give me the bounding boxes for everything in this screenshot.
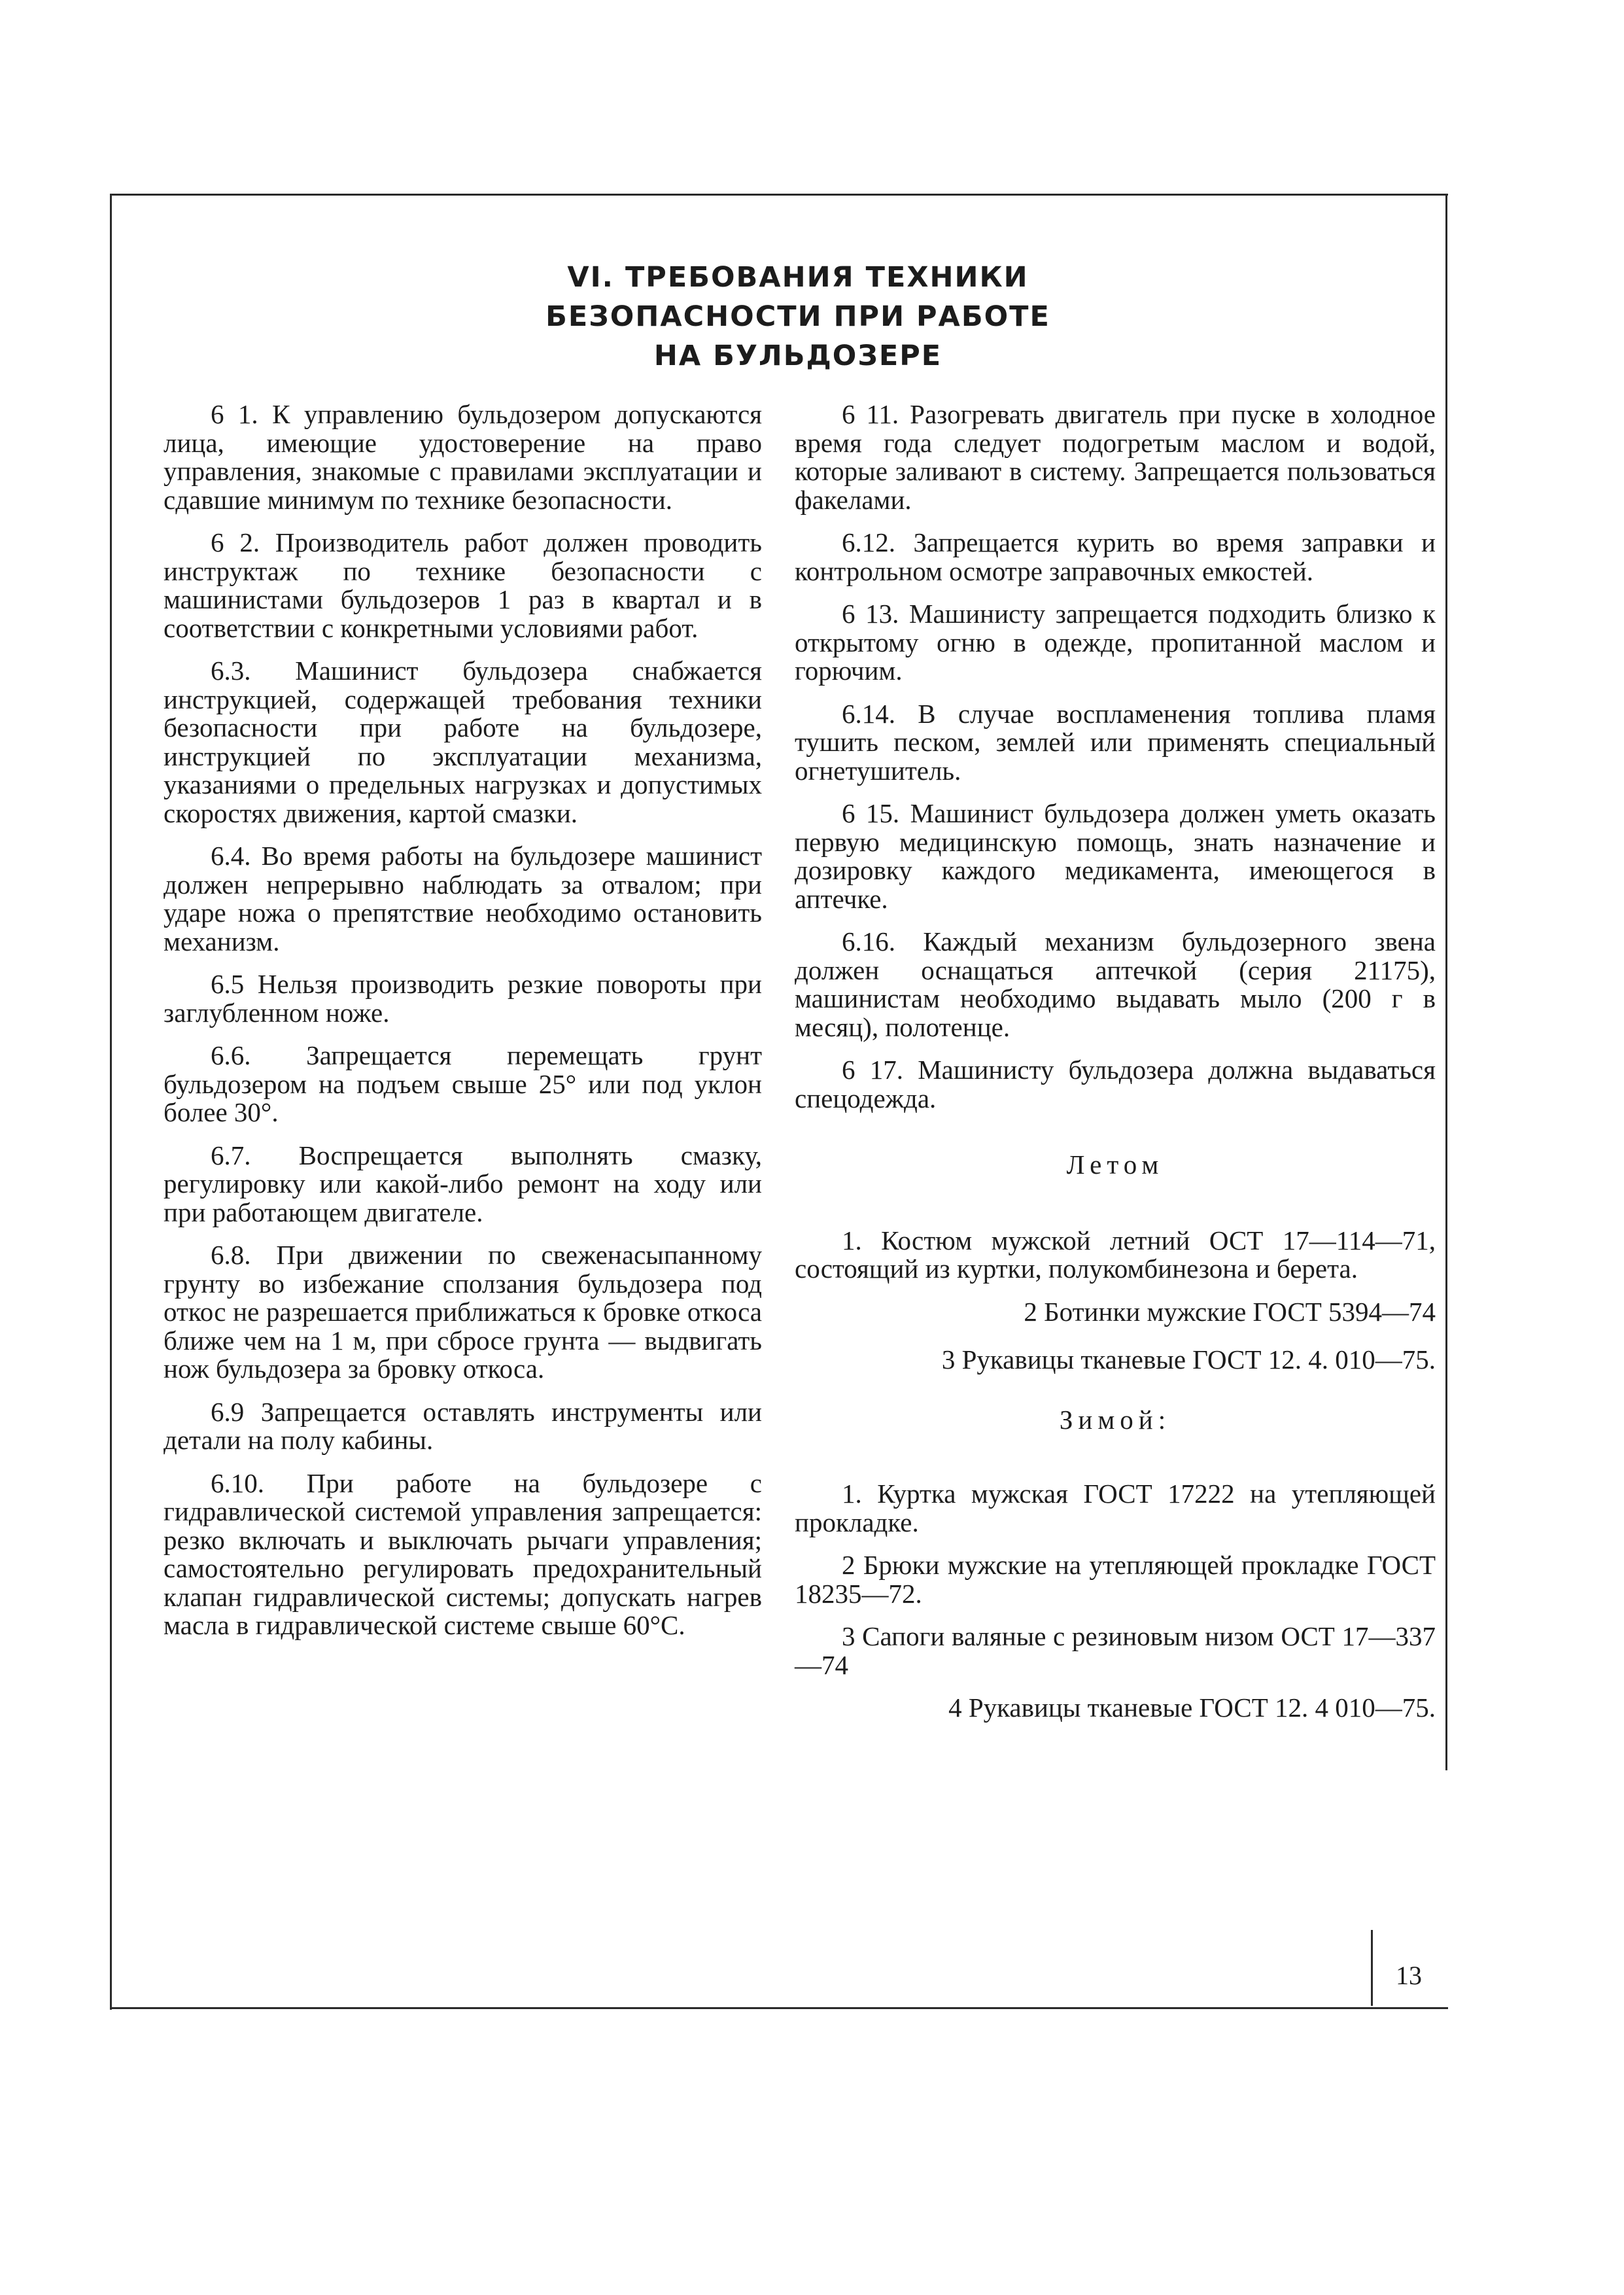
winter-heading: Зимой:	[1059, 1404, 1171, 1435]
paragraph-6-1: 6 1. К управлению бульдозером допускаются лица, имеющие удостоверение на право управления, знакомые с правилами эксплуатации и сдавшие минимум по технике безопасности.	[164, 399, 762, 515]
winter-item-1: 1. Куртка мужская ГОСТ 17222 на утепляющей прокладке.	[795, 1479, 1436, 1537]
summer-item-2: 2 Ботинки мужские ГОСТ 5394—74	[1024, 1296, 1436, 1327]
winter-item-2: 2 Брюки мужские на утепляющей прокладке ГОСТ 18235—72.	[795, 1550, 1436, 1609]
summer-item-1: 1. Костюм мужской летний ОСТ 17—114—71, состоящий из куртки, полукомбинезона и берета.	[795, 1225, 1436, 1284]
page-frame-top-rule	[110, 194, 1448, 196]
paragraph-6-5: 6.5 Нельзя производить резкие повороты при заглубленном ноже.	[164, 969, 762, 1028]
summer-item-3: 3 Рукавицы тканевые ГОСТ 12. 4. 010—75.	[941, 1344, 1436, 1375]
section-title-line-1: VI. ТРЕБОВАНИЯ ТЕХНИКИ	[567, 261, 1029, 294]
paragraph-6-6: 6.6. Запрещается перемещать грунт бульдозером на подъем свыше 25° или под уклон более 30°.	[164, 1040, 762, 1127]
section-title-line-2: БЕЗОПАСНОСТИ ПРИ РАБОТЕ	[545, 300, 1050, 333]
paragraph-6-10: 6.10. При работе на бульдозере с гидравлической системой управления запрещается: резко включать и выключать рычаги управления; самостоятельно регулировать предохранительный клапан гидравлической системы; допускать нагрев масла в гидравлической системе свыше 60°С.	[164, 1467, 762, 1640]
winter-item-3: 3 Сапоги валяные с резиновым низом ОСТ 17—337—74	[795, 1621, 1436, 1680]
paragraph-6-15: 6 15. Машинист бульдозера должен уметь оказать первую медицинскую помощь, знать назначение и дозировку каждого медикамента, имеющегося в аптечке.	[795, 798, 1436, 914]
section-title	[392, 258, 1203, 376]
paragraph-6-17: 6 17. Машинисту бульдозера должна выдаваться спецодежда.	[795, 1055, 1436, 1113]
paragraph-6-4: 6.4. Во время работы на бульдозере машинист должен непрерывно наблюдать за отвалом; при ударе ножа о препятствие необходимо остановить механизм.	[164, 841, 762, 956]
paragraph-6-7: 6.7. Воспрещается выполнять смазку, регулировку или какой-либо ремонт на ходу или при работающем двигателе.	[164, 1140, 762, 1227]
paragraph-6-12: 6.12. Запрещается курить во время заправки и контрольном осмотре заправочных емкостей.	[795, 527, 1436, 586]
section-title-line-3: НА БУЛЬДОЗЕРЕ	[653, 340, 942, 372]
paragraph-6-11: 6 11. Разогревать двигатель при пуске в холодное время года следует подогретым маслом и водой, которые заливают в систему. Запрещается пользоваться факелами.	[795, 399, 1436, 515]
left-column	[164, 400, 762, 1655]
page-frame-right-rule	[1445, 194, 1447, 1770]
paragraph-6-9: 6.9 Запрещается оставлять инструменты или детали на полу кабины.	[164, 1396, 762, 1455]
paragraph-6-13: 6 13. Машинисту запрещается подходить близко к открытому огню в одежде, пропитанной маслом и горючим.	[795, 599, 1436, 686]
paragraph-6-8: 6.8. При движении по свеженасыпанному грунту во избежание сползания бульдозера под откос не разрешается приближаться к бровке откоса ближе чем на 1 м, при сбросе грунта — выдвигать нож бульдозера за бровку откоса.	[164, 1240, 762, 1384]
paragraph-6-3: 6.3. Машинист бульдозера снабжается инструкцией, содержащей требования техники безопасности при работе на бульдозере, инструкцией по эксплуатации механизма, указаниями о предельных нагрузках и допустимых скоростях движения, картой смазки.	[164, 656, 762, 828]
paragraph-6-16: 6.16. Каждый механизм бульдозерного звена должен оснащаться аптечкой (серия 21175), машинистам необходимо выдавать мыло (200 г в месяц), полотенце.	[795, 926, 1436, 1042]
summer-heading: Летом	[1066, 1149, 1164, 1180]
page-frame-left-rule	[110, 194, 112, 2010]
paragraph-6-14: 6.14. В случае воспламенения топлива пламя тушить песком, землей или применять специальный огнетушитель.	[795, 698, 1436, 786]
winter-item-4: 4 Рукавицы тканевые ГОСТ 12. 4 010—75.	[948, 1692, 1436, 1723]
paragraph-6-2: 6 2. Производитель работ должен проводить инструктаж по технике безопасности с машинистами бульдозеров 1 раз в квартал и в соответствии с конкретными условиями работ.	[164, 527, 762, 643]
right-column	[795, 400, 1436, 1737]
page-number: 13	[1396, 1961, 1422, 1990]
page-frame-bottom-rule	[110, 2007, 1448, 2009]
